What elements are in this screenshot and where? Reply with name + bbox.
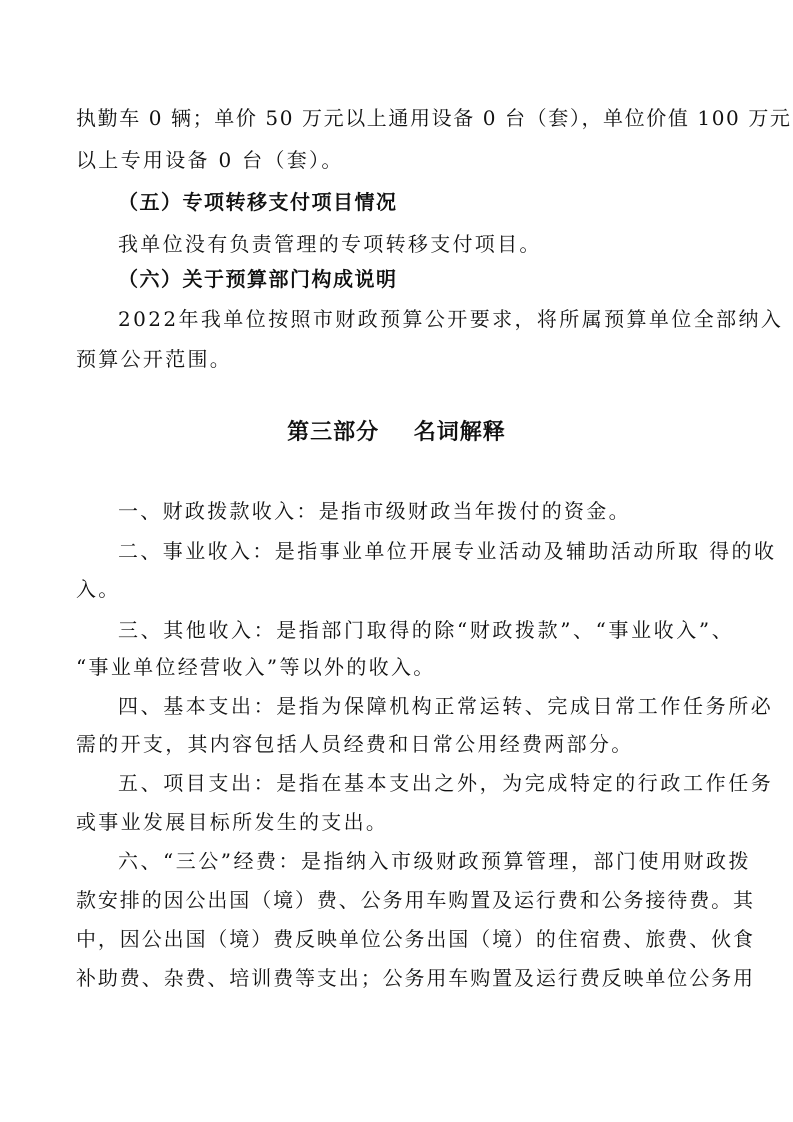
definition-line: 补助费、杂费、培训费等支出；公务用车购置及运行费反映单位公务用 [76,966,755,990]
paragraph-line: 我单位没有负责管理的专项转移支付项目。 [118,232,542,256]
definition-line: 一、财政拨款收入：是指市级财政当年拨付的资金。 [118,499,631,523]
part-title: 第三部分 名词解释 [287,420,506,445]
paragraph-line: 执勤车 0 辆；单价 50 万元以上通用设备 0 台（套），单位价值 100 万元 [76,106,792,130]
definition-line: 四、基本支出：是指为保障机构正常运转、完成日常工作任务所必 [118,694,774,718]
definition-line: “事业单位经营收入”等以外的收入。 [76,655,436,679]
paragraph-line: 预算公开范围。 [76,347,233,371]
subsection-heading: （六）关于预算部门构成说明 [118,267,398,291]
definition-line: 三、其他收入：是指部门取得的除“财政拨款”、“事业收入”、 [118,618,735,642]
definition-line: 五、项目支出：是指在基本支出之外，为完成特定的行政工作任务 [118,771,774,795]
definition-line: 款安排的因公出国（境）费、公务用车购置及运行费和公务接待费。其 [76,888,755,912]
definition-line: 二、事业收入：是指事业单位开展专业活动及辅助活动所取 得的收 [118,539,777,563]
definition-line: 中，因公出国（境）费反映单位公务出国（境）的住宿费、旅费、伙食 [76,927,755,951]
subsection-heading: （五）专项转移支付项目情况 [118,190,398,214]
definition-line: 需的开支，其内容包括人员经费和日常公用经费两部分。 [76,732,634,756]
paragraph-line: 以上专用设备 0 台（套）。 [76,148,344,172]
paragraph-line: 2022年我单位按照市财政预算公开要求，将所属预算单位全部纳入 [118,307,784,331]
definition-line: 六、“三公”经费：是指纳入市级财政预算管理，部门使用财政拨 [118,849,751,873]
definition-line: 入。 [76,577,121,601]
definition-line: 或事业发展目标所发生的支出。 [76,810,389,834]
